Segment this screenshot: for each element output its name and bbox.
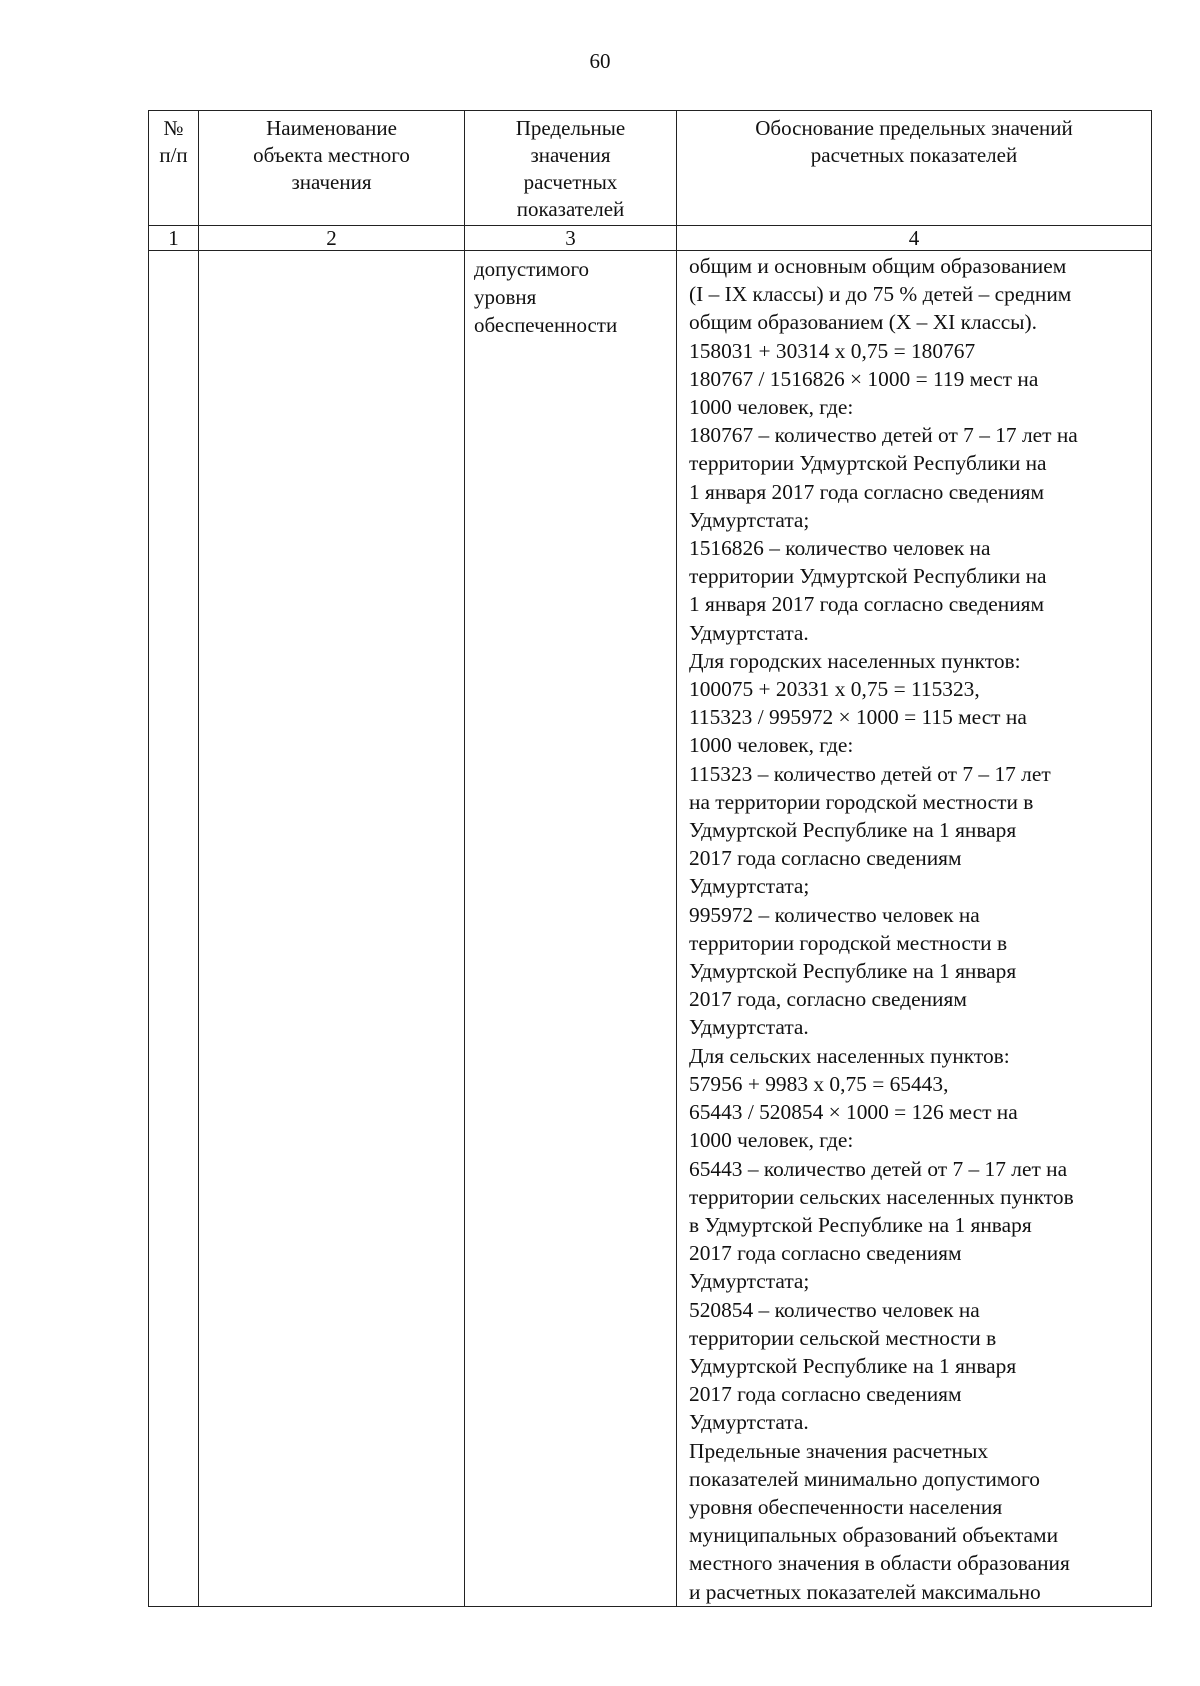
text-line: 2017 года, согласно сведениям	[689, 987, 967, 1012]
header-line: значения	[530, 143, 611, 167]
text-line: 180767 / 1516826 × 1000 = 119 мест на	[689, 366, 1039, 391]
text-line: (I – IX классы) и до 75 % детей – средним	[689, 282, 1072, 307]
text-line: Предельные значения расчетных	[689, 1438, 989, 1463]
text-line: территории сельских населенных пунктов	[689, 1184, 1074, 1209]
text-line: 520854 – количество человек на	[689, 1297, 980, 1322]
column-number: 2	[199, 226, 465, 251]
text-line: 65443 / 520854 × 1000 = 126 мест на	[689, 1100, 1018, 1125]
text-line: уровня обеспеченности населения	[689, 1494, 1003, 1519]
text-line: 1 января 2017 года согласно сведениям	[689, 592, 1045, 617]
header-justification	[677, 111, 1152, 226]
text-line: 1000 человек, где:	[689, 1128, 854, 1153]
header-number	[149, 111, 199, 226]
text-line: 1 января 2017 года согласно сведениям	[689, 479, 1045, 504]
text-line: Удмуртстата;	[689, 874, 810, 899]
cell-object-name	[199, 251, 465, 1607]
text-line: и расчетных показателей максимально	[689, 1579, 1041, 1604]
header-limit-values	[465, 111, 677, 226]
table-header-row	[149, 111, 1152, 226]
standards-table	[148, 110, 1152, 1607]
text-line: 57956 + 9983 х 0,75 = 65443,	[689, 1071, 949, 1096]
header-line: Обоснование предельных значений	[755, 116, 1073, 140]
text-line: уровня	[474, 285, 537, 309]
text-line: 995972 – количество человек на	[689, 902, 980, 927]
text-line: Удмуртстата;	[689, 507, 810, 532]
column-number-row	[149, 226, 1152, 251]
text-line: Для городских населенных пунктов:	[689, 648, 1021, 673]
header-line: Предельные	[515, 116, 626, 140]
text-line: 1000 человек, где:	[689, 395, 854, 420]
text-line: допустимого	[474, 257, 590, 281]
header-object-name	[199, 111, 465, 226]
table-row	[149, 251, 1152, 1607]
text-line: Удмуртстата.	[689, 620, 809, 645]
text-line: Удмуртстата.	[689, 1410, 809, 1435]
text-line: 65443 – количество детей от 7 – 17 лет на	[689, 1156, 1068, 1181]
text-line: Удмуртской Республике на 1 января	[689, 959, 1017, 984]
text-line: 115323 – количество детей от 7 – 17 лет	[689, 761, 1051, 786]
limit-values-text	[465, 251, 676, 339]
text-line: территории Удмуртской Республики на	[689, 564, 1047, 589]
text-line: территории городской местности в	[689, 930, 1008, 955]
text-line: Удмуртстата;	[689, 1269, 810, 1294]
header-line: №	[163, 116, 184, 140]
cell-limit-values	[465, 251, 677, 1607]
header-line: расчетных показателей	[810, 143, 1018, 167]
text-line: 2017 года согласно сведениям	[689, 846, 962, 871]
text-line: обеспеченности	[474, 313, 618, 337]
column-number: 1	[149, 226, 199, 251]
header-line: п/п	[159, 143, 188, 167]
text-line: в Удмуртской Республике на 1 января	[689, 1212, 1032, 1237]
text-line: территории Удмуртской Республики на	[689, 451, 1047, 476]
text-line: 100075 + 20331 х 0,75 = 115323,	[689, 677, 980, 702]
text-line: 1000 человек, где:	[689, 733, 854, 758]
column-number: 3	[465, 226, 677, 251]
header-line: расчетных	[523, 170, 618, 194]
text-line: Удмуртстата.	[689, 1015, 809, 1040]
column-number: 4	[677, 226, 1152, 251]
header-line: объекта местного	[253, 143, 410, 167]
text-line: общим и основным общим образованием	[689, 254, 1067, 278]
text-line: местного значения в области образования	[689, 1551, 1070, 1576]
justification-text	[677, 251, 1151, 1606]
text-line: Для сельских населенных пунктов:	[689, 1043, 1010, 1068]
text-line: муниципальных образований объектами	[689, 1523, 1059, 1548]
text-line: на территории городской местности в	[689, 789, 1034, 814]
text-line: показателей минимально допустимого	[689, 1466, 1040, 1491]
header-line: значения	[291, 170, 372, 194]
header-line: показателей	[516, 197, 625, 221]
cell-justification	[677, 251, 1152, 1607]
text-line: территории сельской местности в	[689, 1325, 997, 1350]
page-number: 60	[589, 49, 611, 73]
text-line: Удмуртской Республике на 1 января	[689, 1353, 1017, 1378]
text-line: 2017 года согласно сведениям	[689, 1382, 962, 1407]
text-line: общим образованием (X – XI классы).	[689, 310, 1038, 335]
header-line: Наименование	[266, 116, 397, 140]
text-line: 158031 + 30314 х 0,75 = 180767	[689, 338, 976, 363]
text-line: 115323 / 995972 × 1000 = 115 мест на	[689, 705, 1027, 730]
cell-number	[149, 251, 199, 1607]
text-line: 180767 – количество детей от 7 – 17 лет на	[689, 423, 1078, 448]
text-line: Удмуртской Республике на 1 января	[689, 818, 1017, 843]
text-line: 2017 года согласно сведениям	[689, 1241, 962, 1266]
text-line: 1516826 – количество человек на	[689, 536, 991, 561]
